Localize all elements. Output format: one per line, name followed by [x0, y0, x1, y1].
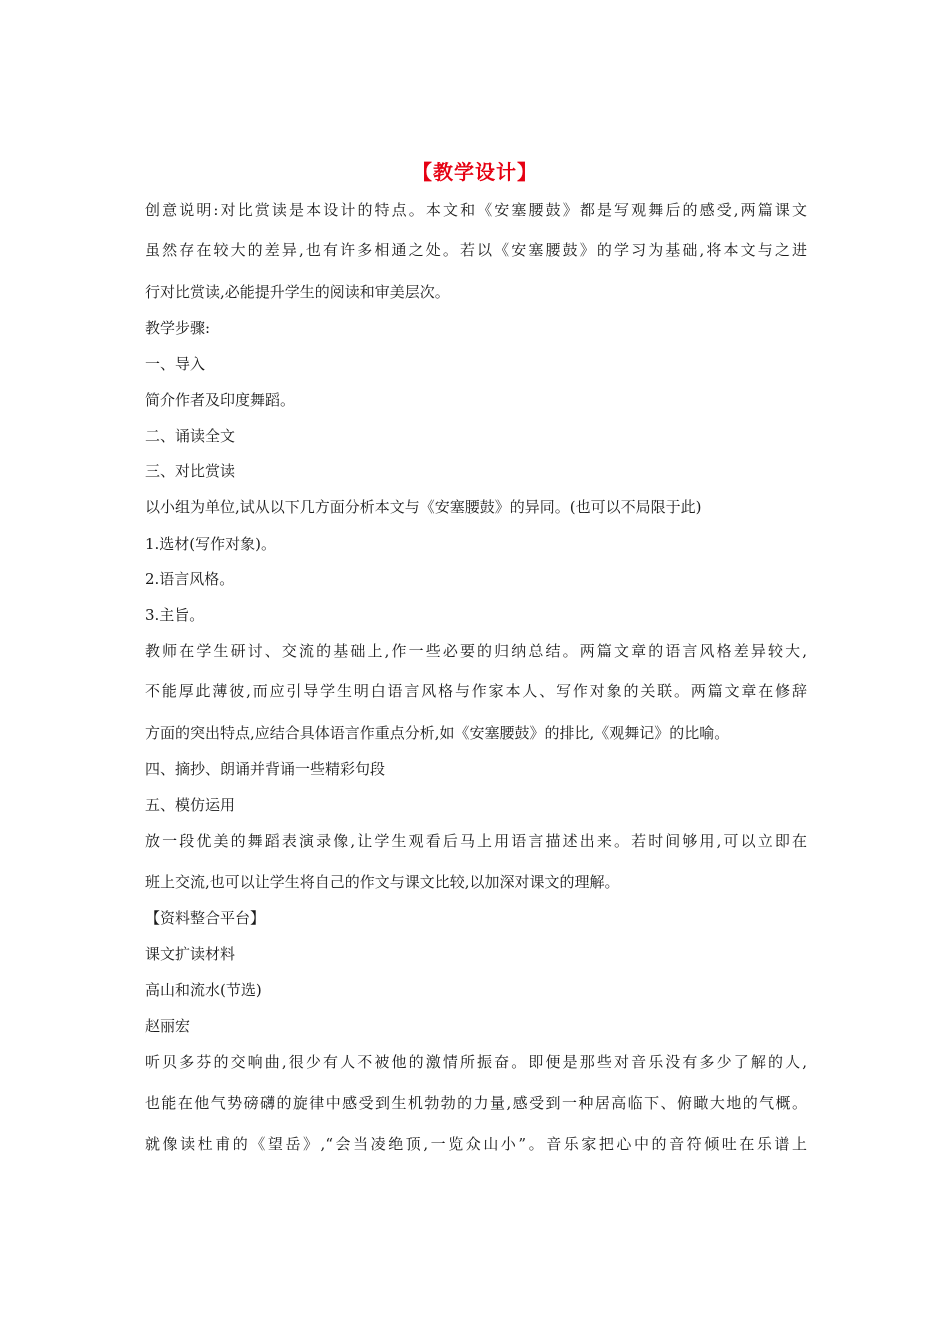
section-heading: 【资料整合平台】 [145, 909, 266, 927]
paragraph-line: 行对比赏读,必能提升学生的阅读和审美层次。 [145, 283, 450, 301]
paragraph-line: 就像读杜甫的《望岳》,“会当凌绝顶,一览众山小”。音乐家把心中的音符倾吐在乐谱上 [145, 1135, 807, 1153]
article-title: 高山和流水(节选) [145, 981, 262, 999]
section-heading: 三、对比赏读 [145, 462, 236, 480]
list-item: 3.主旨。 [145, 606, 205, 624]
paragraph-line: 方面的突出特点,应结合具体语言作重点分析,如《安塞腰鼓》的排比,《观舞记》的比喻。 [145, 724, 730, 742]
paragraph-line: 班上交流,也可以让学生将自己的作文与课文比较,以加深对课文的理解。 [145, 873, 620, 891]
paragraph-line: 听贝多芬的交响曲,很少有人不被他的激情所振奋。即便是那些对音乐没有多少了解的人, [145, 1053, 807, 1071]
paragraph-line: 以小组为单位,试从以下几方面分析本文与《安塞腰鼓》的异同。(也可以不局限于此) [145, 498, 702, 516]
list-item: 1.选材(写作对象)。 [145, 535, 277, 553]
section-heading: 五、模仿运用 [145, 796, 236, 814]
paragraph-line: 不能厚此薄彼,而应引导学生明白语言风格与作家本人、写作对象的关联。两篇文章在修辞 [145, 682, 807, 700]
list-item: 2.语言风格。 [145, 570, 235, 588]
page-title: 【教学设计】 [412, 160, 538, 184]
subsection-label: 课文扩读材料 [145, 945, 236, 963]
section-heading: 四、摘抄、朗诵并背诵一些精彩句段 [145, 760, 386, 778]
paragraph-line: 放一段优美的舞蹈表演录像,让学生观看后马上用语言描述出来。若时间够用,可以立即在 [145, 832, 807, 850]
section-heading: 二、诵读全文 [145, 427, 236, 445]
paragraph-line: 创意说明:对比赏读是本设计的特点。本文和《安塞腰鼓》都是写观舞后的感受,两篇课文 [145, 201, 807, 219]
section-label: 教学步骤: [145, 319, 211, 337]
paragraph-line: 教师在学生研讨、交流的基础上,作一些必要的归纳总结。两篇文章的语言风格差异较大, [145, 642, 807, 660]
paragraph-line: 简介作者及印度舞蹈。 [145, 391, 296, 409]
section-heading: 一、导入 [145, 355, 206, 373]
paragraph-line: 虽然存在较大的差异,也有许多相通之处。若以《安塞腰鼓》的学习为基础,将本文与之进 [145, 241, 807, 259]
article-author: 赵丽宏 [145, 1017, 191, 1035]
paragraph-line: 也能在他气势磅礴的旋律中感受到生机勃勃的力量,感受到一种居高临下、俯瞰大地的气概。 [145, 1094, 807, 1112]
